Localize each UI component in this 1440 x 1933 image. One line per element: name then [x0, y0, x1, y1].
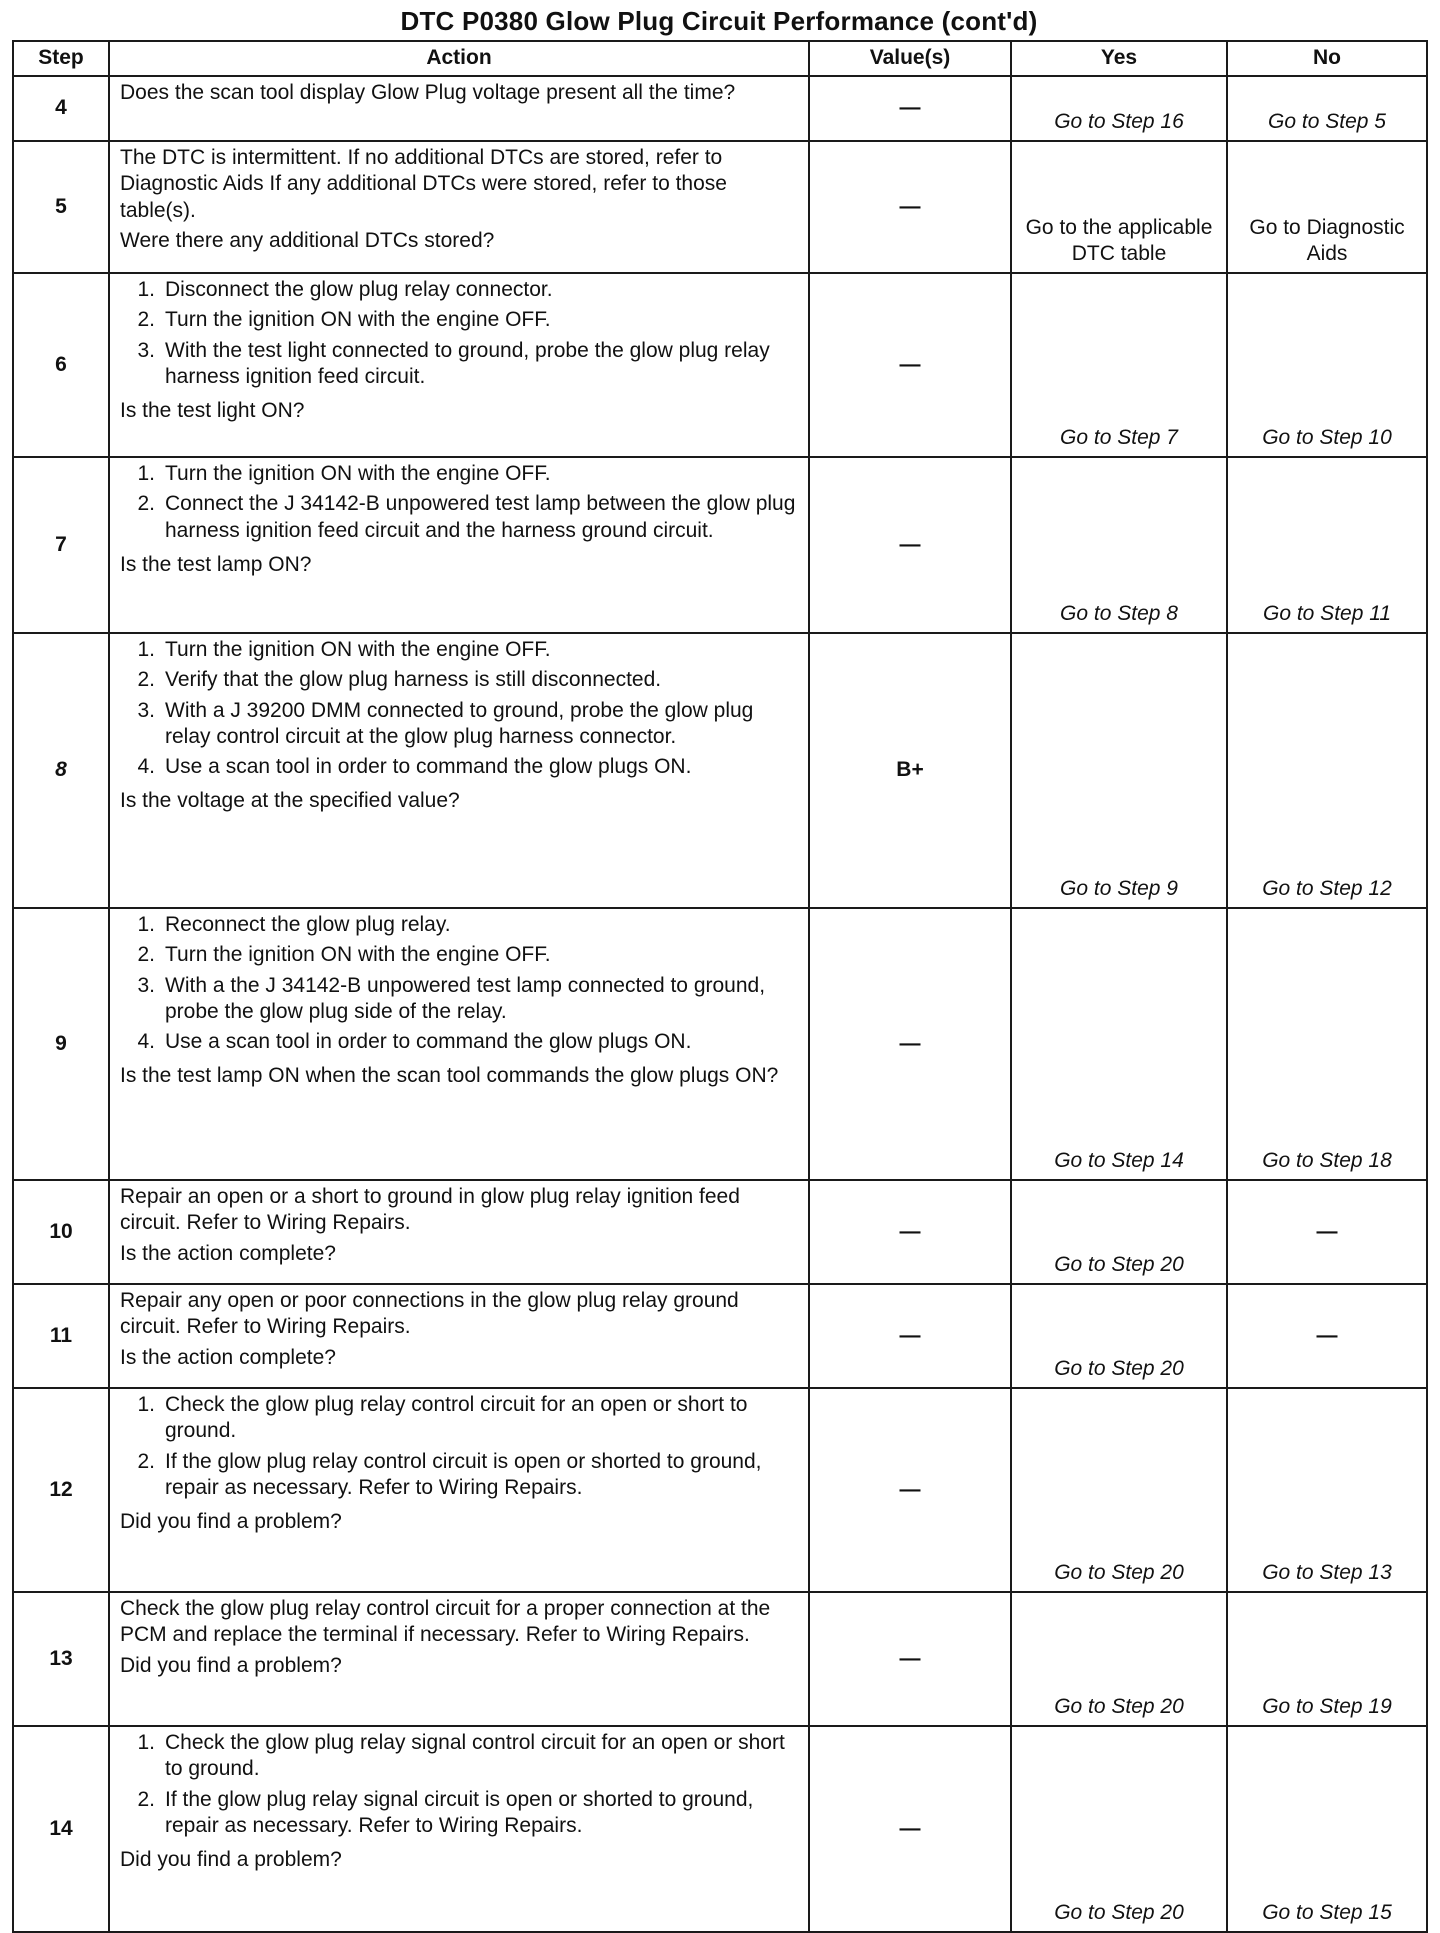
value-cell: — [809, 141, 1011, 273]
action-question: Is the test lamp ON? [120, 552, 312, 576]
table-row [13, 76, 1427, 141]
step-number: 4 [13, 76, 109, 141]
action-text: The DTC is intermittent. If no additional DTCs are stored, refer to Diagnostic Aids If any additional DTCs were stored, refer to those table(s). [120, 146, 727, 222]
value-cell: — [809, 273, 1011, 457]
value-cell: — [809, 1180, 1011, 1284]
step-number: 14 [13, 1726, 109, 1932]
table-header-row [13, 41, 1427, 76]
diagnostic-table [12, 40, 1428, 1933]
table-row [13, 908, 1427, 1180]
value-cell: — [809, 457, 1011, 633]
action-question: Is the test light ON? [120, 399, 305, 422]
yes-cell: Go to Step 20 [1011, 1180, 1227, 1284]
action-text: Does the scan tool display Glow Plug voltage present all the time? [120, 81, 736, 104]
no-cell: Go to Step 13 [1227, 1388, 1427, 1592]
action-cell [109, 1726, 809, 1932]
value-cell: — [809, 1592, 1011, 1726]
action-question: Is the voltage at the specified value? [120, 789, 460, 813]
action-cell [109, 1284, 809, 1388]
value-cell: — [809, 908, 1011, 1180]
action-steps [120, 277, 798, 394]
action-question: Did you find a problem? [120, 1848, 342, 1871]
action-question: Were there any additional DTCs stored? [120, 228, 495, 252]
no-cell: Go to Diagnostic Aids [1227, 141, 1427, 273]
step-number: 9 [13, 908, 109, 1180]
action-question: Is the test lamp ON when the scan tool commands the glow plugs ON? [120, 1064, 779, 1088]
table-row [13, 1726, 1427, 1932]
no-cell: Go to Step 19 [1227, 1592, 1427, 1726]
list-item: 3. With the test light connected to ground, probe the glow plug relay harness ignition feed circuit. [137, 338, 770, 388]
action-text: Repair any open or poor connections in the glow plug relay ground circuit. Refer to Wiring Repairs. [120, 1289, 739, 1339]
list-item: 2. Turn the ignition ON with the engine OFF. [137, 308, 551, 332]
value-cell: B+ [809, 633, 1011, 908]
list-item: 2. Verify that the glow plug harness is still disconnected. [137, 668, 662, 692]
no-cell: Go to Step 18 [1227, 908, 1427, 1180]
value-cell: — [809, 1388, 1011, 1592]
list-item: 2. Turn the ignition ON with the engine OFF. [137, 943, 551, 967]
list-item: 4. Use a scan tool in order to command the glow plugs ON. [137, 1030, 692, 1053]
list-item: 1. Turn the ignition ON with the engine OFF. [137, 638, 551, 661]
no-cell: Go to Step 5 [1227, 76, 1427, 141]
table-row [13, 1388, 1427, 1592]
column-header-action: Action [109, 41, 809, 76]
yes-cell: Go to Step 20 [1011, 1388, 1227, 1592]
action-cell [109, 76, 809, 141]
action-question: Did you find a problem? [120, 1510, 342, 1533]
no-cell: Go to Step 12 [1227, 633, 1427, 908]
yes-cell: Go to Step 9 [1011, 633, 1227, 908]
action-question: Is the action complete? [120, 1241, 336, 1265]
action-cell [109, 457, 809, 633]
no-cell: — [1227, 1180, 1427, 1284]
column-header-no: No [1227, 41, 1427, 76]
yes-cell: Go to Step 20 [1011, 1592, 1227, 1726]
step-number: 6 [13, 273, 109, 457]
list-item: 1. Reconnect the glow plug relay. [137, 913, 451, 936]
list-item: 1. Turn the ignition ON with the engine OFF. [137, 462, 551, 485]
no-cell: Go to Step 15 [1227, 1726, 1427, 1932]
table-row [13, 141, 1427, 273]
action-text: Check the glow plug relay control circuit for a proper connection at the PCM and replace the terminal if necessary. Refer to Wiring Repairs. [120, 1597, 771, 1647]
yes-cell: Go to Step 7 [1011, 273, 1227, 457]
action-cell [109, 141, 809, 273]
list-item: 1. Check the glow plug relay signal control circuit for an open or short to ground. [137, 1731, 785, 1781]
yes-cell: Go to Step 20 [1011, 1284, 1227, 1388]
yes-cell: Go to the applicable DTC table [1011, 141, 1227, 273]
table-row [13, 1284, 1427, 1388]
step-number: 13 [13, 1592, 109, 1726]
action-cell [109, 1180, 809, 1284]
action-steps [120, 1392, 798, 1505]
table-row [13, 273, 1427, 457]
yes-cell: Go to Step 16 [1011, 76, 1227, 141]
step-number: 8 [13, 633, 109, 908]
action-steps [120, 912, 798, 1059]
step-number: 7 [13, 457, 109, 633]
action-text: Repair an open or a short to ground in glow plug relay ignition feed circuit. Refer to Wiring Repairs. [120, 1185, 740, 1235]
yes-cell: Go to Step 14 [1011, 908, 1227, 1180]
no-cell: — [1227, 1284, 1427, 1388]
action-steps [120, 1730, 798, 1843]
column-header-yes: Yes [1011, 41, 1227, 76]
action-steps [120, 461, 798, 548]
action-cell [109, 633, 809, 908]
list-item: 3. With a J 39200 DMM connected to ground, probe the glow plug relay control circuit at the glow plug harness connector. [137, 698, 754, 748]
value-cell: — [809, 1726, 1011, 1932]
action-question: Is the action complete? [120, 1345, 336, 1369]
list-item: 1. Disconnect the glow plug relay connector. [137, 278, 553, 301]
step-number: 11 [13, 1284, 109, 1388]
list-item: 1. Check the glow plug relay control circuit for an open or short to ground. [137, 1393, 748, 1443]
table-row [13, 457, 1427, 633]
action-cell [109, 1388, 809, 1592]
table-row [13, 633, 1427, 908]
action-steps [120, 637, 798, 784]
list-item: 2. If the glow plug relay control circuit is open or shorted to ground, repair as necessary. Refer to Wiring Repairs. [137, 1449, 762, 1499]
step-number: 5 [13, 141, 109, 273]
yes-cell: Go to Step 8 [1011, 457, 1227, 633]
no-cell: Go to Step 11 [1227, 457, 1427, 633]
action-cell [109, 1592, 809, 1726]
action-cell [109, 273, 809, 457]
list-item: 2. If the glow plug relay signal circuit is open or shorted to ground, repair as necessary. Refer to Wiring Repairs. [137, 1787, 754, 1837]
list-item: 3. With a the J 34142-B unpowered test lamp connected to ground, probe the glow plug side of the relay. [137, 973, 766, 1023]
action-cell [109, 908, 809, 1180]
value-cell: — [809, 1284, 1011, 1388]
table-row [13, 1592, 1427, 1726]
yes-cell: Go to Step 20 [1011, 1726, 1227, 1932]
value-cell: — [809, 76, 1011, 141]
column-header-step: Step [13, 41, 109, 76]
table-row [13, 1180, 1427, 1284]
list-item: 4. Use a scan tool in order to command the glow plugs ON. [137, 755, 692, 778]
step-number: 10 [13, 1180, 109, 1284]
column-header-values: Value(s) [809, 41, 1011, 76]
no-cell: Go to Step 10 [1227, 273, 1427, 457]
list-item: 2. Connect the J 34142-B unpowered test lamp between the glow plug harness ignition feed circuit and the harness ground circuit. [137, 492, 796, 542]
action-question: Did you find a problem? [120, 1653, 342, 1677]
step-number: 12 [13, 1388, 109, 1592]
page-title: DTC P0380 Glow Plug Circuit Performance (cont'd) [400, 6, 1038, 36]
